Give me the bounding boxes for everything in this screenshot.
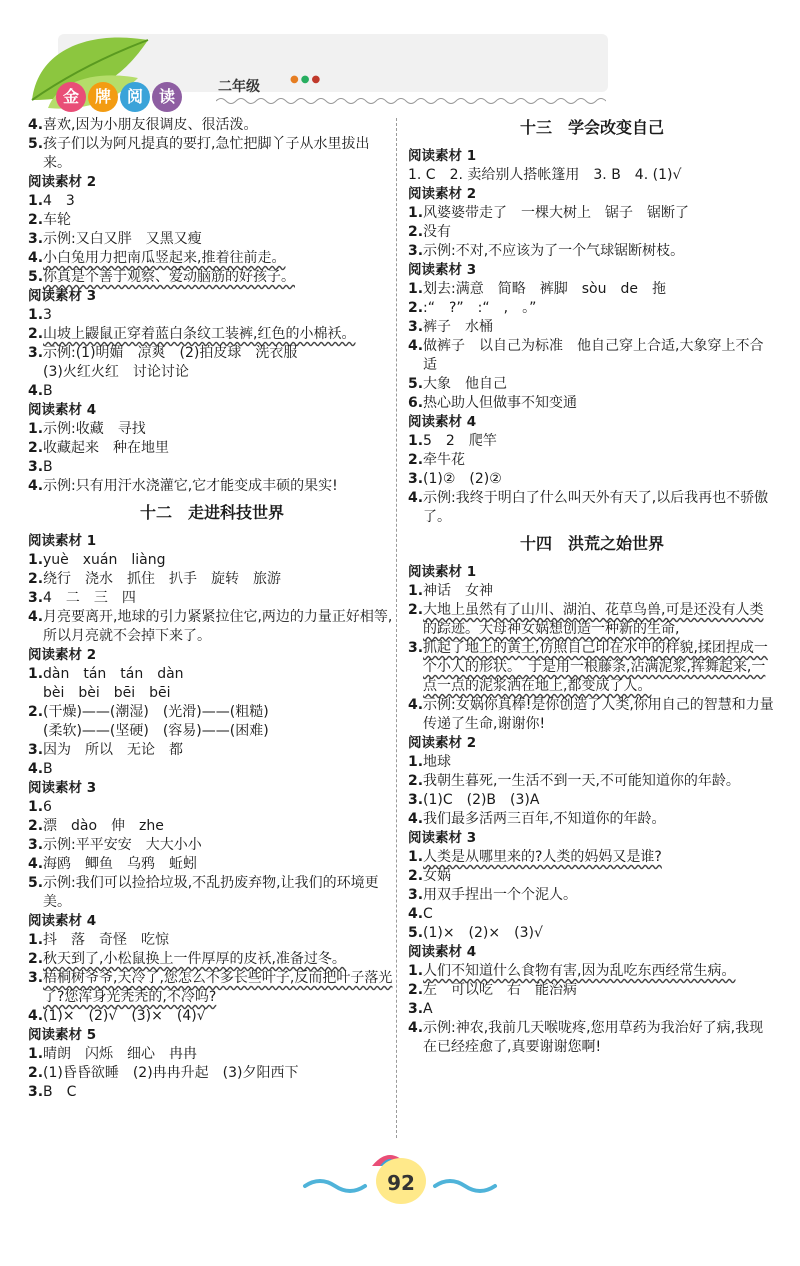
list-item: 4. B: [28, 761, 53, 777]
list-item: 3. 示例:不对,不应该为了一个气球锯断树枝。: [408, 243, 685, 259]
material-title: 阅读素材 4: [28, 913, 97, 929]
list-item: 5. (1)× (2)× (3)√: [408, 925, 543, 941]
list-item: 1. 人们不知道什么食物有害,因为乱吃东西经常生病。: [408, 963, 736, 979]
list-item: 3. 抓起了地上的黄土,仿照自己印在水中的样貌,揉团捏成一个小人的形状。 于是用一根藤条,沾满泥浆,挥舞起来,一点一点的泥浆洒在地上,都变成了人。: [408, 640, 768, 694]
material-title: 阅读素材 3: [28, 780, 97, 796]
material-title: 阅读素材 2: [408, 186, 477, 202]
material-title: 阅读素材 2: [408, 735, 477, 751]
left-column: [28, 116, 396, 1102]
list-item: 4. 月亮要离开,地球的引力紧紧拉住它,两边的力量正好相等,所以月亮就不会掉下来了。: [28, 609, 393, 644]
list-item: 1. 划去:满意 简略 裤脚 sòu de 拖: [408, 281, 666, 297]
list-item: 3. 因为 所以 无论 都: [28, 742, 183, 758]
material-title: 阅读素材 3: [408, 262, 477, 278]
list-item: 3. 用双手捏出一个个泥人。: [408, 887, 577, 903]
list-item: 3. (1)② (2)②: [408, 471, 502, 487]
list-item: 3. 4 二 三 四: [28, 590, 136, 606]
brand-char-2: 牌: [88, 82, 118, 112]
list-item-continuation: (柔软)——(坚硬) (容易)——(困难): [43, 723, 269, 739]
list-item: 2. 漂 dào 伸 zhe: [28, 818, 164, 834]
list-item: 2. 车轮: [28, 212, 71, 228]
list-item: 3. 示例:又白又胖 又黑又瘦: [28, 231, 202, 247]
header-wave-line: [216, 96, 606, 106]
list-item: 4. (1)× (2)√ (3)× (4)√: [28, 1008, 206, 1024]
list-item: 2. 我朝生暮死,一生活不到一天,不可能知道你的年龄。: [408, 773, 740, 789]
list-item: 1. 3: [28, 307, 52, 323]
right-column: [408, 116, 776, 1057]
list-item: 2. 山坡上鼹鼠正穿着蓝白条纹工装裤,红色的小棉袄。: [28, 326, 356, 342]
list-item: 3. B: [28, 459, 53, 475]
brand-logo: [56, 82, 182, 112]
list-item: 4. 喜欢,因为小朋友很调皮、很活泼。: [28, 117, 258, 133]
list-item: 2. (干燥)——(潮湿) (光滑)——(粗糙): [28, 704, 269, 720]
list-item: 4. 示例:神农,我前几天喉咙疼,您用草药为我治好了病,我现在已经痊愈了,真要谢谢您啊!: [408, 1020, 764, 1055]
list-item: 5. 你真是个善于观察、爱动脑筋的好孩子。: [28, 269, 295, 285]
list-item: 3. (1)C (2)B (3)A: [408, 792, 540, 808]
list-item: 1. 5 2 爬竿: [408, 433, 497, 449]
list-item: 2. 牵牛花: [408, 452, 465, 468]
list-item: 2. 绕行 浇水 抓住 扒手 旋转 旅游: [28, 571, 281, 587]
list-item: 3. 梧桐树爷爷,天冷了,您怎么不多长些叶子,反而把叶子落光了?您浑身光秃秃的,不冷吗?: [28, 970, 393, 1005]
list-item: 1. 4 3: [28, 193, 75, 209]
list-item: 1. 人类是从哪里来的?人类的妈妈又是谁?: [408, 849, 662, 865]
grade-label: 二年级: [218, 79, 260, 95]
list-item: 4. 做裤子 以自己为标准 他自己穿上合适,大象穿上不合适: [408, 338, 764, 373]
list-item: 1. dàn tán tán dàn: [28, 666, 184, 682]
material-title: 阅读素材 4: [408, 414, 477, 430]
list-item: 1. C 2. 卖给别人搭帐篷用 3. B 4. (1)√: [408, 167, 682, 183]
list-item: 2. 收藏起来 种在地里: [28, 440, 169, 456]
list-item: 5. 孩子们以为阿凡提真的要打,急忙把脚丫子从水里拔出来。: [28, 136, 370, 171]
list-item: 4. 我们最多活两三百年,不知道你的年龄。: [408, 811, 666, 827]
brand-char-4: 读: [152, 82, 182, 112]
brand-char-3: 阅: [120, 82, 150, 112]
list-item: 3. 裤子 水桶: [408, 319, 493, 335]
brand-char-1: 金: [56, 82, 86, 112]
list-item: 2. 秋天到了,小松鼠换上一件厚厚的皮袄,准备过冬。: [28, 951, 346, 967]
page-footer: [300, 1150, 500, 1210]
material-title: 阅读素材 4: [28, 402, 97, 418]
list-item: 1. 晴朗 闪烁 细心 冉冉: [28, 1046, 197, 1062]
list-item: 3. B C: [28, 1084, 77, 1100]
list-item: 2. :“ ?” :“ , 。”: [408, 300, 537, 316]
list-item: 1. 6: [28, 799, 52, 815]
material-title: 阅读素材 3: [28, 288, 97, 304]
list-item: 1. 示例:收藏 寻找: [28, 421, 146, 437]
material-title: 阅读素材 2: [28, 174, 97, 190]
list-item-continuation: bèi bèi bēi bēi: [43, 685, 171, 701]
page-header: [28, 30, 608, 120]
list-item: 2. (1)昏昏欲睡 (2)冉冉升起 (3)夕阳西下: [28, 1065, 299, 1081]
list-item: 5. 示例:我们可以捡拾垃圾,不乱扔废弃物,让我们的环境更美。: [28, 875, 379, 910]
material-title: 阅读素材 1: [28, 533, 97, 549]
list-item: 2. 大地上虽然有了山川、湖泊、花草鸟兽,可是还没有人类的踪迹。大母神女娲想创造一种新的生命,: [408, 602, 764, 637]
section-title: 十四 洪荒之始世界: [519, 534, 664, 553]
list-item: 4. 海鸥 鲫鱼 乌鸦 蚯蚓: [28, 856, 197, 872]
list-item-continuation: (3)火红火红 讨论讨论: [43, 364, 189, 380]
list-item: 1. 抖 落 奇怪 吃惊: [28, 932, 169, 948]
section-title: 十三 学会改变自己: [519, 118, 664, 137]
list-item: 4. 示例:只有用汗水浇灌它,它才能变成丰硕的果实!: [28, 478, 338, 494]
list-item: 1. 风婆婆带走了 一棵大树上 锯子 锯断了: [408, 205, 689, 221]
page-number: 92: [376, 1158, 426, 1204]
list-item: 4. 示例:女娲你真棒!是你创造了人类,你用自己的智慧和力量传递了生命,谢谢你!: [408, 697, 774, 732]
material-title: 阅读素材 2: [28, 647, 97, 663]
material-title: 阅读素材 5: [28, 1027, 97, 1043]
material-title: 阅读素材 4: [408, 944, 477, 960]
list-item: 4. 示例:我终于明白了什么叫天外有天了,以后我再也不骄傲了。: [408, 490, 769, 525]
list-item: 4. 小白兔用力把南瓜竖起来,推着往前走。: [28, 250, 286, 266]
list-item: 5. 大象 他自己: [408, 376, 507, 392]
list-item: 4. C: [408, 906, 433, 922]
list-item: 6. 热心助人但做事不知变通: [408, 395, 577, 411]
list-item: 2. 左 可以吃 右 能治病: [408, 982, 577, 998]
section-title: 十二 走进科技世界: [139, 503, 284, 522]
material-title: 阅读素材 1: [408, 148, 477, 164]
material-title: 阅读素材 1: [408, 564, 477, 580]
list-item: 3. 示例:平平安安 大大小小: [28, 837, 202, 853]
list-item: 1. 神话 女神: [408, 583, 493, 599]
list-item: 4. B: [28, 383, 53, 399]
list-item: 2. 没有: [408, 224, 451, 240]
list-item: 1. yuè xuán liàng: [28, 552, 166, 568]
material-title: 阅读素材 3: [408, 830, 477, 846]
column-divider: [396, 118, 397, 1138]
list-item: 1. 地球: [408, 754, 451, 770]
list-item: 3. 示例:(1)明媚 凉爽 (2)拍皮球 洗衣服: [28, 345, 298, 361]
decor-dots: ●●●: [290, 74, 323, 85]
list-item: 2. 女娲: [408, 868, 451, 884]
list-item: 3. A: [408, 1001, 433, 1017]
